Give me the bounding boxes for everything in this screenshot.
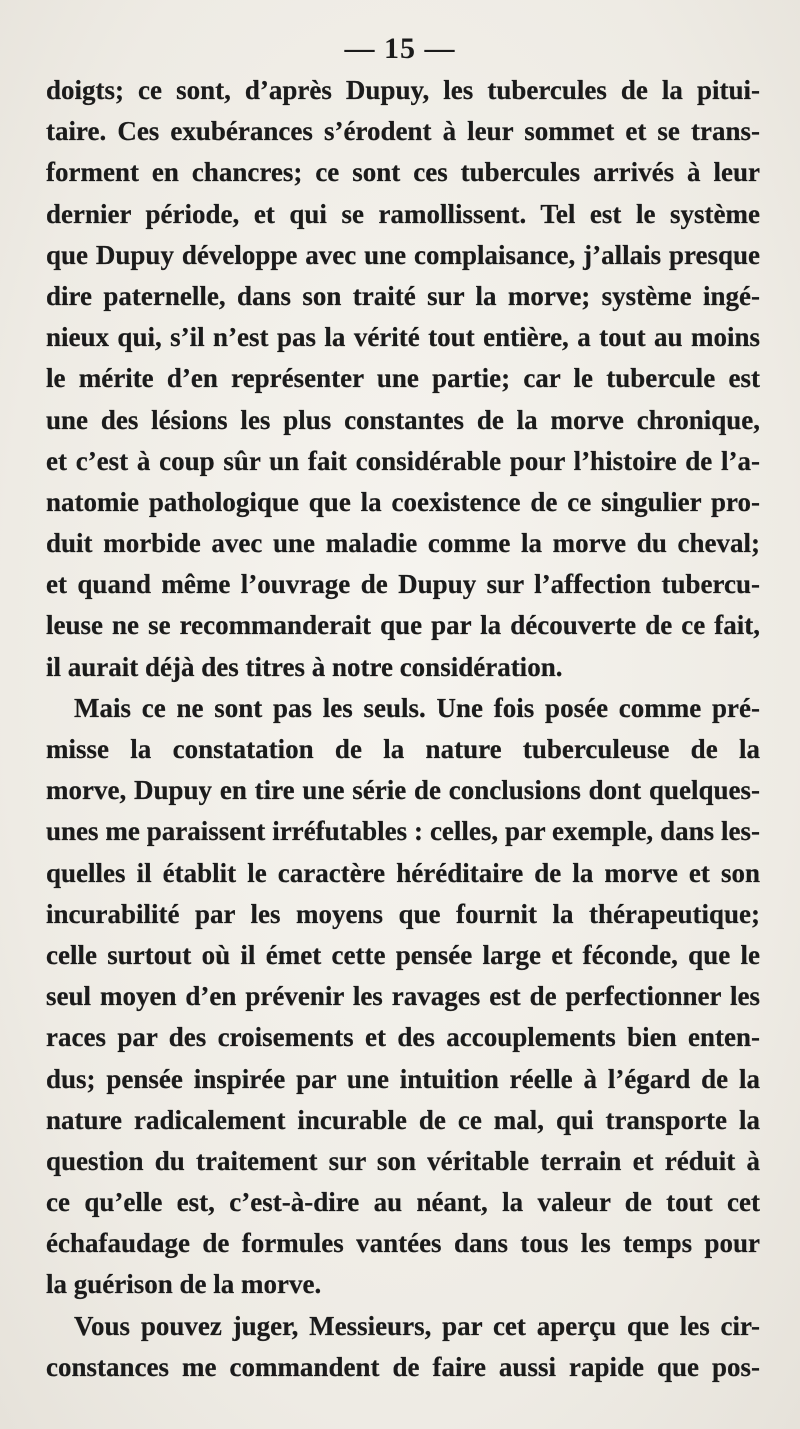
text-line: forment en chancres; ce sont ces tubercules arrivés à leur bbox=[46, 157, 760, 188]
text-line: et c’est à coup sûr un fait considérable pour l’histoire de l’a- bbox=[46, 445, 760, 476]
text-line: le mérite d’en représenter une partie; car le tubercule est bbox=[46, 363, 760, 394]
text-line: races par des croisements et des accouplements bien enten- bbox=[46, 1022, 760, 1053]
text-line: celle surtout où il émet cette pensée large et féconde, que le bbox=[46, 939, 760, 970]
text-line: et quand même l’ouvrage de Dupuy sur l’affection tubercu- bbox=[46, 569, 760, 600]
text-line: doigts; ce sont, d’après Dupuy, les tubercules de la pitui- bbox=[46, 75, 760, 105]
text-line: question du traitement sur son véritable terrain et réduit à bbox=[46, 1145, 760, 1176]
text-line: quelles il établit le caractère héréditaire de la morve et son bbox=[46, 857, 760, 888]
text-line: misse la constatation de la nature tuberculeuse de la bbox=[46, 734, 760, 764]
text-line: duit morbide avec une maladie comme la morve du cheval; bbox=[46, 528, 760, 559]
text-line: dernier période, et qui se ramollissent. Tel est le système bbox=[46, 198, 760, 229]
text-line: constances me commandent de faire aussi rapide que pos- bbox=[46, 1351, 760, 1382]
text-line: incurabilité par les moyens que fournit la thérapeutique; bbox=[46, 898, 760, 929]
text-line: seul moyen d’en prévenir les ravages est de perfectionner les bbox=[46, 981, 760, 1012]
text-line: dus; pensée inspirée par une intuition réelle à l’égard de la bbox=[46, 1063, 760, 1094]
text-line: leuse ne se recommanderait que par la découverte de ce fait, bbox=[46, 610, 760, 641]
text-line: il aurait déjà des titres à notre considération. bbox=[46, 651, 563, 682]
text-line: morve, Dupuy en tire une série de conclusions dont quelques- bbox=[46, 775, 760, 806]
text-line: Mais ce ne sont pas les seuls. Une fois posée comme pré- bbox=[74, 692, 760, 723]
text-line: que Dupuy développe avec une complaisance, j’allais presque bbox=[46, 239, 760, 270]
text-line: nieux qui, s’il n’est pas la vérité tout entière, a tout au moins bbox=[46, 322, 760, 353]
text-line: unes me paraissent irréfutables : celles, par exemple, dans les- bbox=[46, 816, 760, 847]
text-line: une des lésions les plus constantes de la morve chronique, bbox=[46, 404, 760, 435]
text-line: la guérison de la morve. bbox=[46, 1269, 322, 1300]
text-line: taire. Ces exubérances s’érodent à leur sommet et se trans- bbox=[46, 116, 760, 147]
text-line: nature radicalement incurable de ce mal, qui transporte la bbox=[46, 1104, 760, 1135]
page-number: — 15 — bbox=[344, 32, 456, 65]
text-line: échafaudage de formules vantées dans tous les temps pour bbox=[46, 1228, 760, 1259]
body-text bbox=[46, 70, 760, 1388]
text-line: natomie pathologique que la coexistence de ce singulier pro- bbox=[46, 486, 760, 517]
text-line: Vous pouvez juger, Messieurs, par cet aperçu que les cir- bbox=[74, 1310, 760, 1341]
text-line: dire paternelle, dans son traité sur la morve; système ingé- bbox=[46, 280, 760, 311]
text-line: ce qu’elle est, c’est-à-dire au néant, la valeur de tout cet bbox=[46, 1187, 760, 1218]
